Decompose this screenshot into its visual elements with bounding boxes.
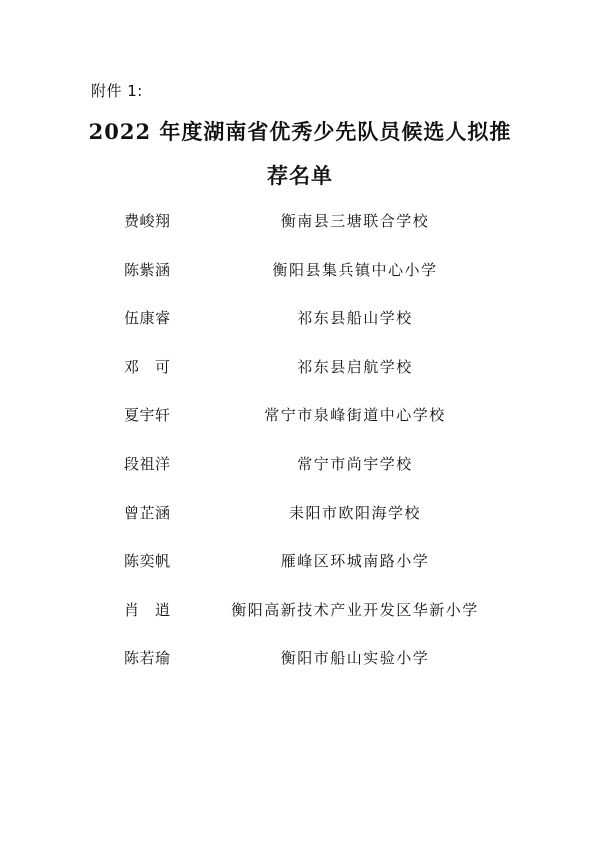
candidate-name: 伍康睿 bbox=[124, 309, 170, 328]
candidate-name: 曾芷涵 bbox=[124, 503, 170, 522]
candidate-row bbox=[0, 210, 600, 259]
candidate-row bbox=[0, 453, 600, 502]
candidate-row bbox=[0, 404, 600, 453]
document-title-line-1: 2022 年度湖南省优秀少先队员候选人拟推 bbox=[88, 119, 512, 144]
document-title-line-2: 荐名单 bbox=[267, 163, 333, 188]
candidate-name: 段祖洋 bbox=[124, 454, 170, 473]
candidate-name: 陈奕帆 bbox=[124, 552, 170, 571]
candidate-school: 衡南县三塘联合学校 bbox=[280, 212, 430, 230]
candidate-school: 常宁市泉峰街道中心学校 bbox=[264, 406, 446, 425]
candidate-school: 雁峰区环城南路小学 bbox=[280, 552, 430, 571]
candidate-school: 衡阳高新技术产业开发区华新小学 bbox=[231, 600, 479, 619]
candidate-row bbox=[0, 259, 600, 308]
candidate-school: 耒阳市欧阳海学校 bbox=[288, 503, 421, 522]
candidate-name: 陈若瑜 bbox=[124, 649, 170, 668]
candidate-row bbox=[0, 356, 600, 405]
candidate-name: 肖逍 bbox=[124, 600, 170, 619]
candidate-row bbox=[0, 307, 600, 356]
candidate-name: 夏宇轩 bbox=[124, 406, 170, 425]
candidate-school: 常宁市尚宇学校 bbox=[297, 454, 413, 473]
candidate-school: 衡阳市船山实验小学 bbox=[280, 649, 430, 668]
candidate-name: 邓可 bbox=[124, 357, 170, 376]
candidate-row bbox=[0, 550, 600, 599]
candidate-name: 陈紫涵 bbox=[124, 260, 170, 279]
candidate-list bbox=[0, 210, 600, 696]
candidate-school: 祁东县启航学校 bbox=[297, 357, 413, 376]
attachment-label: 附件 1: bbox=[91, 82, 143, 100]
candidate-row bbox=[0, 502, 600, 551]
candidate-row bbox=[0, 599, 600, 648]
candidate-school: 祁东县船山学校 bbox=[297, 309, 413, 328]
candidate-school: 衡阳县集兵镇中心小学 bbox=[272, 260, 438, 279]
candidate-name: 费峻翔 bbox=[124, 212, 170, 230]
candidate-row bbox=[0, 647, 600, 696]
